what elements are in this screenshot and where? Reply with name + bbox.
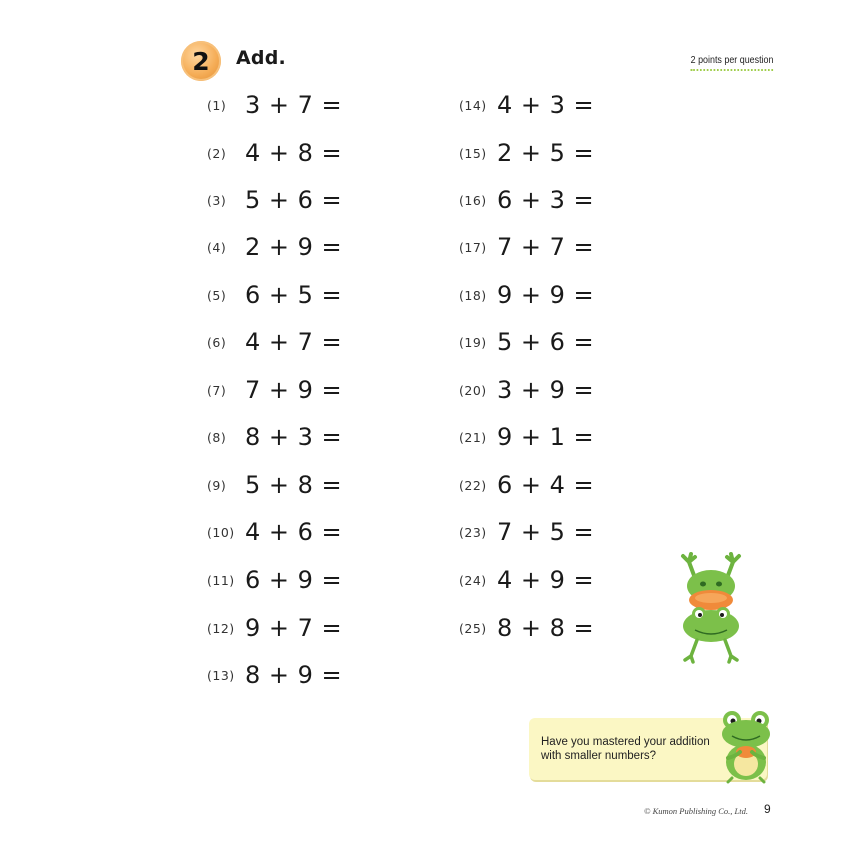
problem-row [207, 280, 342, 310]
problem-expression: 3 + 7 = [245, 91, 343, 119]
problem-row [459, 327, 594, 357]
problem-row [207, 90, 342, 120]
problem-number: (16) [459, 192, 487, 208]
problem-row [207, 470, 342, 500]
problem-row [459, 280, 594, 310]
problem-number: (1) [207, 97, 227, 113]
problem-row [207, 327, 342, 357]
problem-row [459, 517, 594, 547]
problem-row [459, 232, 594, 262]
problem-number: (12) [207, 620, 235, 636]
problem-number: (8) [207, 429, 227, 445]
problem-number: (19) [459, 334, 487, 350]
problem-number: (6) [207, 334, 227, 350]
problem-row [459, 185, 594, 215]
problem-number: (23) [459, 524, 487, 540]
problem-number: (7) [207, 382, 227, 398]
upside-down-frog [683, 554, 739, 610]
section-number: 2 [192, 46, 210, 76]
problem-row [459, 470, 594, 500]
problem-row [207, 232, 342, 262]
problem-row [207, 422, 342, 452]
problem-number: (2) [207, 145, 227, 161]
frog-stack-illustration [677, 548, 745, 664]
points-per-question: 2 points per question [690, 54, 773, 71]
section-number-badge [181, 41, 221, 81]
problem-expression: 8 + 9 = [245, 661, 343, 689]
problem-row [207, 565, 342, 595]
instruction-heading: Add. [236, 47, 286, 69]
problem-expression: 9 + 9 = [497, 281, 595, 309]
problem-row [459, 90, 594, 120]
problem-number: (15) [459, 145, 487, 161]
problem-expression: 2 + 9 = [245, 233, 343, 261]
problem-number: (5) [207, 287, 227, 303]
callout-text: Have you mastered your addition with smaller numbers? [541, 736, 710, 762]
problem-number: (25) [459, 620, 487, 636]
problem-expression: 6 + 3 = [497, 186, 595, 214]
problem-number: (21) [459, 429, 487, 445]
problem-row [207, 613, 342, 643]
problem-expression: 4 + 3 = [497, 91, 595, 119]
page-number: 9 [764, 802, 771, 816]
problem-expression: 8 + 8 = [497, 614, 595, 642]
problem-number: (14) [459, 97, 487, 113]
problem-expression: 4 + 8 = [245, 139, 343, 167]
problem-number: (17) [459, 239, 487, 255]
problem-expression: 9 + 7 = [245, 614, 343, 642]
problem-expression: 7 + 9 = [245, 376, 343, 404]
problem-number: (10) [207, 524, 235, 540]
problem-row [459, 613, 594, 643]
problem-expression: 4 + 9 = [497, 566, 595, 594]
problem-expression: 6 + 5 = [245, 281, 343, 309]
problem-expression: 3 + 9 = [497, 376, 595, 404]
problem-expression: 7 + 5 = [497, 518, 595, 546]
problem-row [459, 375, 594, 405]
problem-row [207, 660, 342, 690]
problem-expression: 7 + 7 = [497, 233, 595, 261]
problem-row [459, 138, 594, 168]
problem-number: (3) [207, 192, 227, 208]
problem-number: (4) [207, 239, 227, 255]
problem-row [207, 375, 342, 405]
problem-expression: 5 + 6 = [497, 328, 595, 356]
problem-number: (20) [459, 382, 487, 398]
problem-row [459, 422, 594, 452]
problem-row [207, 138, 342, 168]
frog-illustration [718, 708, 774, 784]
problem-number: (13) [207, 667, 235, 683]
problem-expression: 9 + 1 = [497, 423, 595, 451]
problem-row [207, 517, 342, 547]
problem-expression: 5 + 6 = [245, 186, 343, 214]
problem-number: (22) [459, 477, 487, 493]
problem-expression: 6 + 9 = [245, 566, 343, 594]
problem-number: (9) [207, 477, 227, 493]
problem-expression: 5 + 8 = [245, 471, 343, 499]
problem-expression: 6 + 4 = [497, 471, 595, 499]
problem-number: (24) [459, 572, 487, 588]
problem-number: (18) [459, 287, 487, 303]
problem-number: (11) [207, 572, 235, 588]
problem-expression: 4 + 6 = [245, 518, 343, 546]
problem-row [207, 185, 342, 215]
problem-row [459, 565, 594, 595]
problem-expression: 2 + 5 = [497, 139, 595, 167]
problem-expression: 8 + 3 = [245, 423, 343, 451]
bottom-frog [683, 607, 739, 662]
copyright-notice: © Kumon Publishing Co., Ltd. [644, 806, 748, 816]
problem-expression: 4 + 7 = [245, 328, 343, 356]
